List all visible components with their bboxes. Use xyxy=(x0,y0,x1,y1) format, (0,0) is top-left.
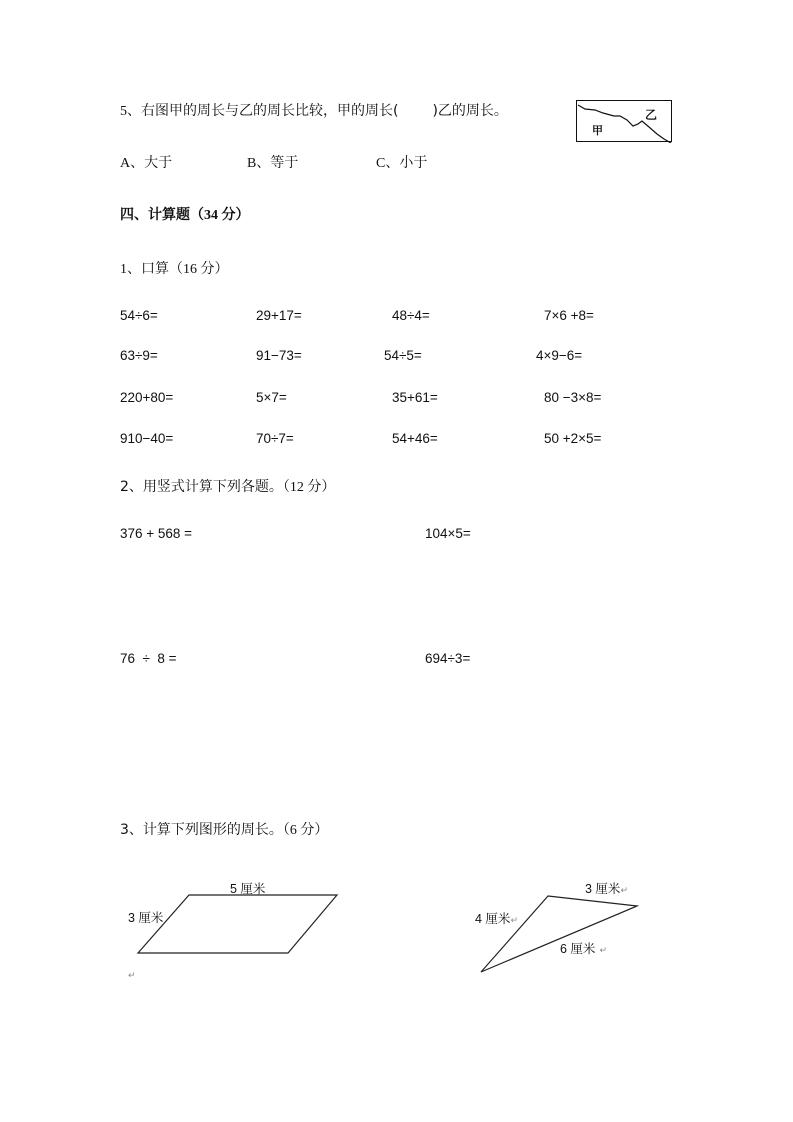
question-text-after: )乙的周长。 xyxy=(432,103,508,119)
triangle-shape xyxy=(481,896,637,972)
mental-math-item: 7×6 +8= xyxy=(544,308,594,323)
mental-math-item: 54÷6= xyxy=(120,308,158,323)
part-title: 3、计算下列图形的周长。 xyxy=(120,822,283,838)
section-title: 四、计算题 xyxy=(120,207,190,223)
mental-math-item: 29+17= xyxy=(256,308,302,323)
section-score: （34 分） xyxy=(190,208,250,223)
return-mark-icon: ↵ xyxy=(620,885,628,895)
label-text: 6 厘米 xyxy=(560,942,596,956)
label-text: 3 厘米 xyxy=(585,882,621,896)
region-label-yi: 乙 xyxy=(645,108,658,122)
option-text: 等于 xyxy=(270,155,299,171)
mental-math-item: 48÷4= xyxy=(392,308,430,323)
vertical-calc-problem: 104×5= xyxy=(425,526,471,541)
triangle-bottom-label xyxy=(560,939,607,957)
option-text: 小于 xyxy=(399,155,428,171)
triangle-left-label xyxy=(475,909,518,927)
mental-math-item: 220+80= xyxy=(120,390,174,405)
part-2-heading xyxy=(120,476,335,496)
part-title: 2、用竖式计算下列各题。 xyxy=(120,479,283,495)
question-number: 5、 xyxy=(120,104,141,119)
perimeter-comparison-figure xyxy=(576,100,672,142)
option-b[interactable] xyxy=(247,152,298,172)
part-1-heading xyxy=(120,258,229,278)
mental-math-item: 4×9−6= xyxy=(536,348,583,363)
mental-math-item: 63÷9= xyxy=(120,348,158,363)
mental-math-item: 54+46= xyxy=(392,431,438,446)
question-text-before: 右图甲的周长与乙的周长比较，甲的周长( xyxy=(141,103,399,119)
parallelogram-shape xyxy=(138,895,337,953)
part-score: （12 分） xyxy=(282,480,336,495)
option-letter: A、 xyxy=(120,156,145,171)
answer-blank[interactable] xyxy=(398,100,432,120)
option-text: 大于 xyxy=(144,155,173,171)
mental-math-item: 910−40= xyxy=(120,431,174,446)
option-letter: C、 xyxy=(376,156,400,171)
region-label-jia: 甲 xyxy=(592,124,603,137)
vertical-calc-problem: 694÷3= xyxy=(425,651,471,666)
question-5 xyxy=(120,100,508,120)
label-text: 4 厘米 xyxy=(475,912,511,926)
part-title: 1、口算 xyxy=(120,262,169,277)
mental-math-item: 35+61= xyxy=(392,390,438,405)
return-mark-icon: ↵ xyxy=(599,945,607,955)
vertical-calc-problem: 76 ÷ 8 = xyxy=(120,651,177,666)
option-a[interactable] xyxy=(120,152,172,172)
mental-math-item: 5×7= xyxy=(256,390,287,405)
parallelogram-top-label: 5 厘米 xyxy=(230,882,266,896)
return-mark-icon: ↵ xyxy=(128,971,136,981)
vertical-calc-problem: 376 + 568 = xyxy=(120,526,193,541)
mental-math-item: 80 −3×8= xyxy=(544,390,602,405)
option-c[interactable] xyxy=(376,152,427,172)
option-letter: B、 xyxy=(247,156,271,171)
mental-math-item: 70÷7= xyxy=(256,431,294,446)
parallelogram-side-label: 3 厘米 xyxy=(128,911,164,925)
section-heading xyxy=(120,204,250,224)
part-3-heading xyxy=(120,819,328,839)
part-score: （16 分） xyxy=(169,262,229,277)
mental-math-item: 50 +2×5= xyxy=(544,431,602,446)
return-mark-icon: ↵ xyxy=(510,915,518,925)
mental-math-item: 54÷5= xyxy=(384,348,422,363)
triangle-top-label xyxy=(585,879,628,897)
mental-math-item: 91−73= xyxy=(256,348,302,363)
part-score: （6 分） xyxy=(282,823,329,838)
